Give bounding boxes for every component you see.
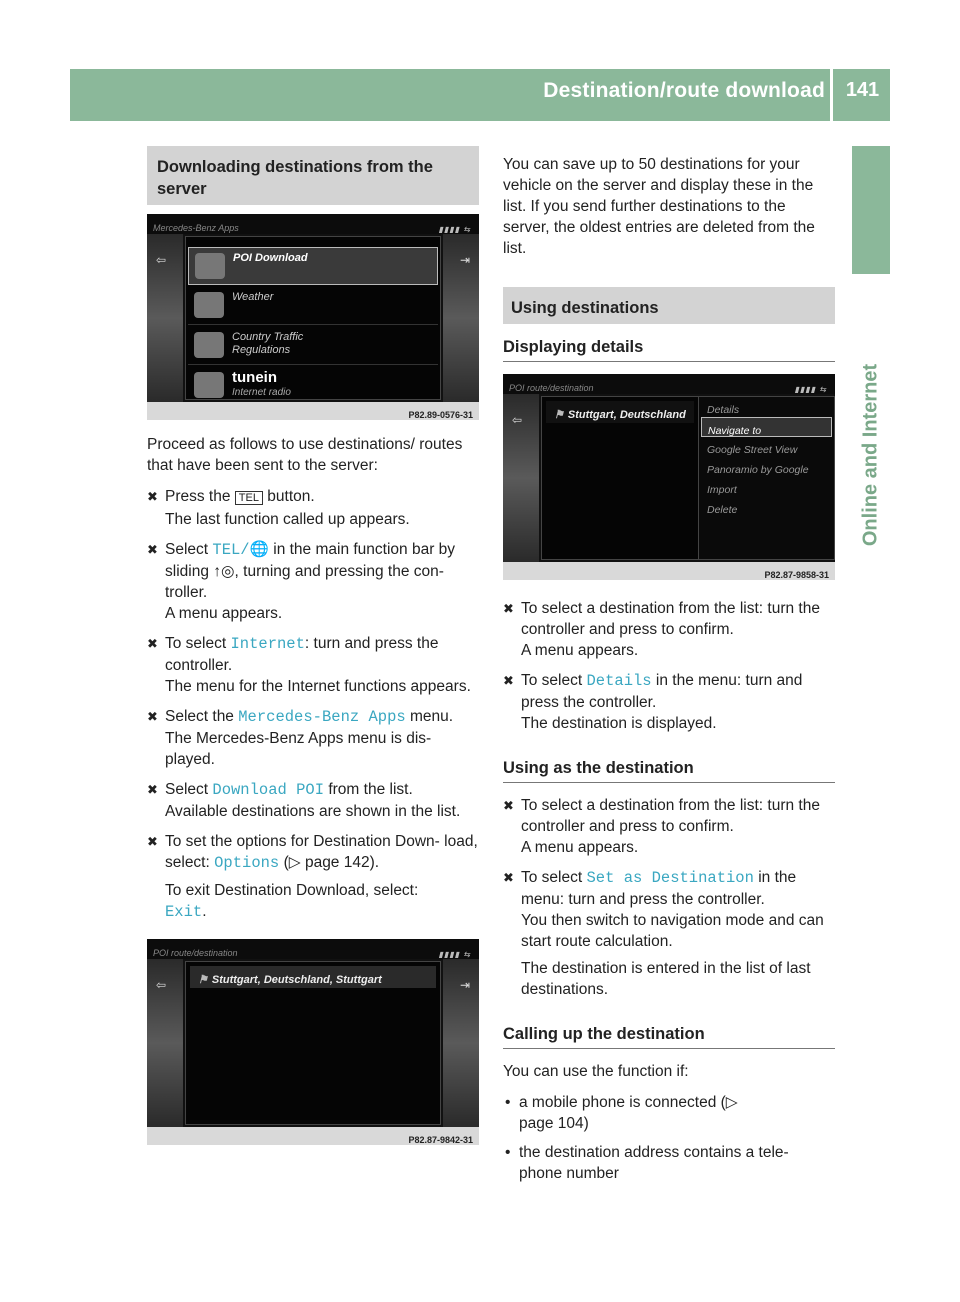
section-title: Downloading destinations from the server [147, 146, 479, 205]
context-menu [698, 397, 834, 559]
screen-title: Mercedes-Benz Apps ▮▮▮▮ ⇆ [147, 214, 479, 234]
image-code: P82.87-9842-31 [147, 1127, 479, 1145]
destination-flag-icon: ⚑ [198, 974, 208, 986]
image-code: P82.87-9858-31 [503, 562, 835, 580]
forward-arrow-icon: ⇥ [459, 253, 470, 267]
list-item: POI Download [188, 247, 438, 285]
destination-flag-icon: ⚑ [554, 409, 564, 421]
controller-icon: ↑◎ [213, 563, 235, 580]
step: ✖ To select Details in the menu: turn and press the controller. The destination is displayed. [503, 670, 835, 734]
chapter-label-text: Online and Internet [859, 363, 882, 547]
radio-icon [194, 372, 224, 398]
step: ✖ To select a destination from the list: turn the controller and press to confirm. A menu appears. [503, 598, 835, 661]
signal-icon: ▮▮▮▮ ⇆ [438, 950, 471, 959]
signal-icon: ▮▮▮▮ ⇆ [794, 385, 827, 394]
menu-item-delete[interactable]: Delete [707, 504, 738, 516]
section-title: Using destinations [503, 287, 835, 324]
screenshot-poi-route [147, 939, 479, 1145]
menu-item-street-view[interactable]: Google Street View [707, 444, 798, 456]
signal-icon: ▮▮▮▮ ⇆ [438, 225, 471, 234]
step: ✖ To select a destination from the list: turn the controller and press to confirm. A menu appears. [503, 795, 835, 858]
back-arrow-icon: ⇦ [512, 413, 523, 427]
sub-heading: Calling up the destination [503, 1020, 835, 1049]
sub-heading: Displaying details [503, 333, 835, 362]
menu-item-panoramio[interactable]: Panoramio by Google [707, 464, 809, 476]
screenshot-details-menu [503, 374, 835, 580]
globe-icon: 🌐 [249, 541, 269, 558]
step: ✖ To select Internet: turn and press the controller. The menu for the Internet functions appears. [147, 633, 479, 697]
image-code: P82.89-0576-31 [147, 402, 479, 420]
list-item: • the destination address contains a tele- phone number [503, 1142, 803, 1184]
step: ✖ Select the Mercedes-Benz Apps menu. The Mercedes-Benz Apps menu is dis- played. [147, 706, 479, 770]
list-item: ⚑ Stuttgart, Deutschland, Stuttgart [190, 966, 436, 988]
list-item: ⚑ Stuttgart, Deutschland [546, 401, 694, 423]
step: ✖ Select Download POI from the list. Available destinations are shown in the list. [147, 779, 479, 822]
step: ✖ Press the TEL button. The last function called up appears. [147, 486, 479, 530]
header-divider [830, 69, 833, 121]
download-icon [195, 253, 225, 279]
chapter-tab [852, 146, 890, 274]
menu-item-details[interactable]: Details [707, 404, 740, 416]
step: ✖ To set the options for Destination Down- load, select: Options (▷ page 142). To exit Destination Download, select: Exit. [147, 831, 479, 923]
right-column [503, 154, 835, 1192]
traffic-sign-icon [194, 332, 224, 358]
sub-heading: Using as the destination [503, 754, 835, 783]
forward-arrow-icon: ⇥ [459, 978, 470, 992]
list-item: tunein Internet radio [188, 367, 438, 405]
page-header [70, 69, 890, 121]
menu-item-import[interactable]: Import [707, 484, 737, 496]
menu-item-navigate-to[interactable]: Navigate to [701, 417, 832, 437]
list-item: Country Traffic Regulations [188, 327, 438, 365]
step: ✖ To select Set as Destination in the menu: turn and press the controller. You then switch to navigation mode and can start route calculation. The destination is entered in the list of last destinations. [503, 867, 835, 1000]
screenshot-apps-menu [147, 214, 479, 420]
left-column [147, 146, 479, 1163]
chapter-label [852, 285, 890, 625]
page-number: 141 [845, 79, 880, 101]
step: ✖ Select TEL/🌐 in the main function bar by sliding ↑◎, turning and pressing the con- troller. A menu appears. [147, 539, 479, 624]
intro-text: Proceed as follows to use destinations/ routes that have been sent to the server: [147, 436, 463, 474]
tel-key-icon: TEL [235, 491, 263, 505]
back-arrow-icon: ⇦ [156, 253, 167, 267]
screen-title: POI route/destination ▮▮▮▮ ⇆ [503, 374, 835, 394]
list-item: • a mobile phone is connected (▷ page 104) [503, 1092, 753, 1134]
intro-text: You can save up to 50 destinations for your vehicle on the server and display these in the list. If you send further destinations to the server, the oldest entries are deleted from the list. [503, 156, 815, 257]
screen-title: POI route/destination ▮▮▮▮ ⇆ [147, 939, 479, 959]
header-title: Destination/route download [543, 79, 825, 102]
weather-icon [194, 292, 224, 318]
back-arrow-icon: ⇦ [156, 978, 167, 992]
list-item: Weather [188, 287, 438, 325]
body-text: You can use the function if: [503, 1063, 689, 1080]
